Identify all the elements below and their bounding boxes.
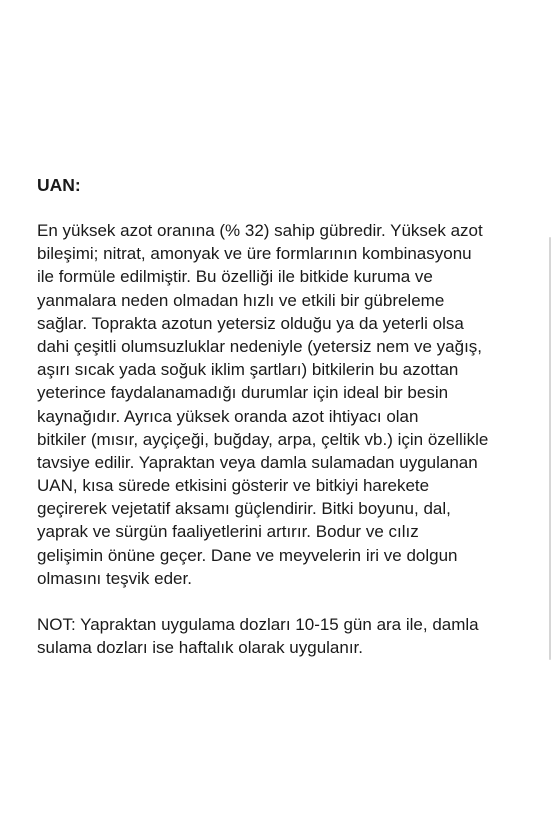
paragraph-line: yeterince faydalanamadığı durumlar için ideal bir besin	[37, 383, 449, 403]
document-body	[37, 172, 552, 659]
paragraph-line: UAN, kısa sürede etkisini gösterir ve bitkiyi harekete	[37, 476, 430, 496]
paragraph-line: En yüksek azot oranına (% 32) sahip gübredir. Yüksek azot	[37, 221, 483, 240]
paragraph-line: geçirerek vejetatif aksamı güçlendirir. Bitki boyunu, dal,	[37, 499, 451, 519]
paragraph-spacer	[37, 590, 552, 613]
note-line: NOT: Yapraktan uygulama dozları 10-15 gün ara ile, damla	[37, 615, 479, 634]
vertical-scrollbar[interactable]	[549, 237, 551, 660]
note-line: sulama dozları ise haftalık olarak uygulanır.	[37, 638, 364, 658]
paragraph-line: bileşimi; nitrat, amonyak ve üre formlarının kombinasyonu	[37, 244, 472, 264]
paragraph-line: tavsiye edilir. Yapraktan veya damla sulamadan uygulanan	[37, 452, 478, 472]
paragraph-line: yaprak ve sürgün faaliyetlerini artırır. Bodur ve cılız	[37, 522, 419, 542]
paragraph-line: yanmalara neden olmadan hızlı ve etkili bir gübreleme	[37, 290, 445, 310]
paragraph-line: bitkiler (mısır, ayçiçeği, buğday, arpa, çeltik vb.) için özellikle	[37, 429, 489, 449]
paragraph-line: kaynağıdır. Ayrıca yüksek oranda azot ihtiyacı olan	[37, 406, 419, 426]
paragraph-line: gelişimin önüne geçer. Dane ve meyvelerin iri ve dolgun	[37, 545, 458, 565]
paragraph-line: dahi çeşitli olumsuzluklar nedeniyle (yetersiz nem ve yağış,	[37, 336, 483, 356]
note-paragraph	[37, 613, 552, 659]
paragraph-line: aşırı sıcak yada soğuk iklim şartları) bitkilerin bu azottan	[37, 360, 459, 380]
document-heading: UAN:	[37, 175, 81, 195]
description-paragraph	[37, 219, 552, 590]
paragraph-line: sağlar. Toprakta azotun yetersiz olduğu ya da yeterli olsa	[37, 313, 464, 333]
paragraph-line: ile formüle edilmiştir. Bu özelliği ile bitkide kuruma ve	[37, 267, 433, 287]
paragraph-line: olmasını teşvik eder.	[37, 568, 192, 588]
